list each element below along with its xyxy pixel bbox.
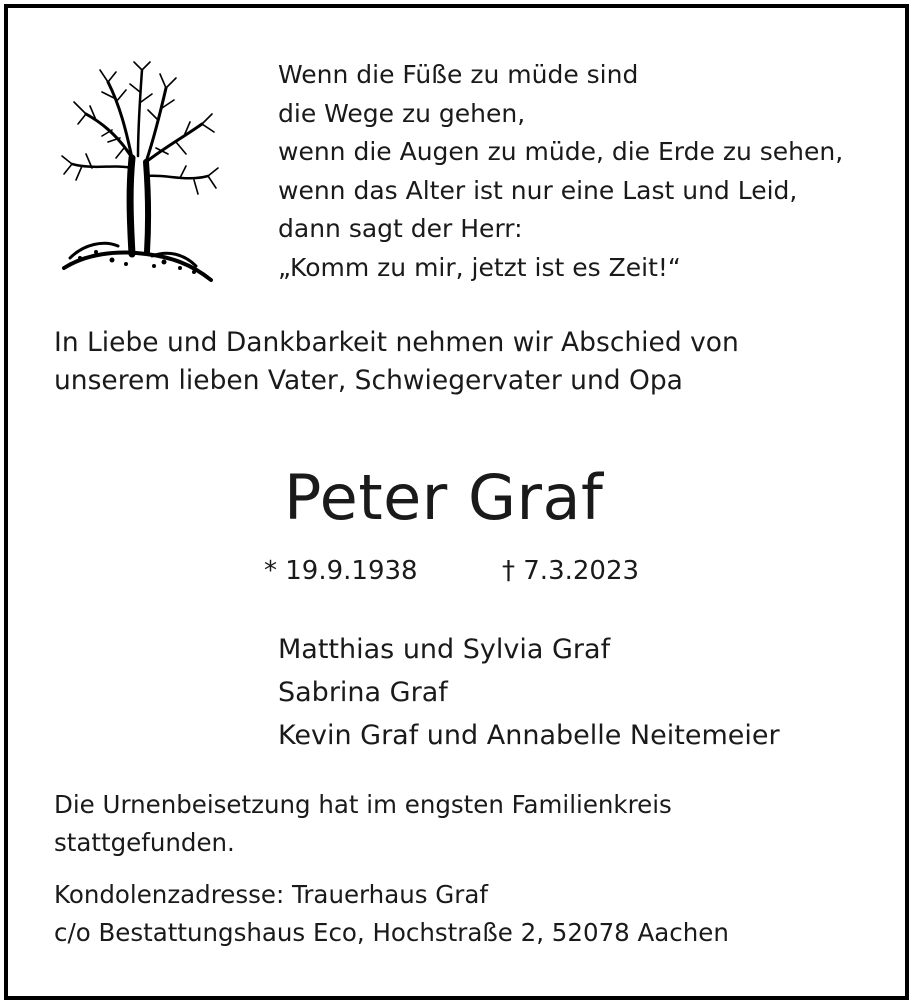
family-member: Matthias und Sylvia Graf xyxy=(278,634,611,665)
poem-line: die Wege zu gehen, xyxy=(278,98,526,128)
poem-line: wenn das Alter ist nur eine Last und Leid, xyxy=(278,175,798,205)
burial-notice xyxy=(54,786,672,862)
family-list xyxy=(278,628,780,757)
poem-line: dann sagt der Herr: xyxy=(278,214,523,244)
poem-line: wenn die Augen zu müde, die Erde zu sehen, xyxy=(278,137,844,167)
condolence-line: c/o Bestattungshaus Eco, Hochstraße 2, 52078 Aachen xyxy=(54,918,729,947)
poem-line: Wenn die Füße zu müde sind xyxy=(278,60,639,89)
birth-date: * 19.9.1938 xyxy=(264,556,418,586)
intro-line: unserem lieben Vater, Schwiegervater und Opa xyxy=(54,365,683,396)
poem-line: „Komm zu mir, jetzt ist es Zeit!“ xyxy=(278,252,681,282)
family-member: Sabrina Graf xyxy=(278,677,448,708)
deceased-name: Peter Graf xyxy=(284,461,604,534)
tree-icon xyxy=(56,58,221,288)
poem xyxy=(278,56,843,288)
condolence-line: Kondolenzadresse: Trauerhaus Graf xyxy=(54,880,489,909)
burial-line: Die Urnenbeisetzung hat im engsten Familienkreis xyxy=(54,790,672,819)
burial-line: stattgefunden. xyxy=(54,828,235,857)
farewell-intro xyxy=(54,324,739,400)
family-member: Kevin Graf und Annabelle Neitemeier xyxy=(278,720,780,751)
condolence-address xyxy=(54,876,729,952)
intro-line: In Liebe und Dankbarkeit nehmen wir Abschied von xyxy=(54,327,739,358)
death-date: † 7.3.2023 xyxy=(502,556,640,586)
obituary-card xyxy=(4,4,909,1000)
